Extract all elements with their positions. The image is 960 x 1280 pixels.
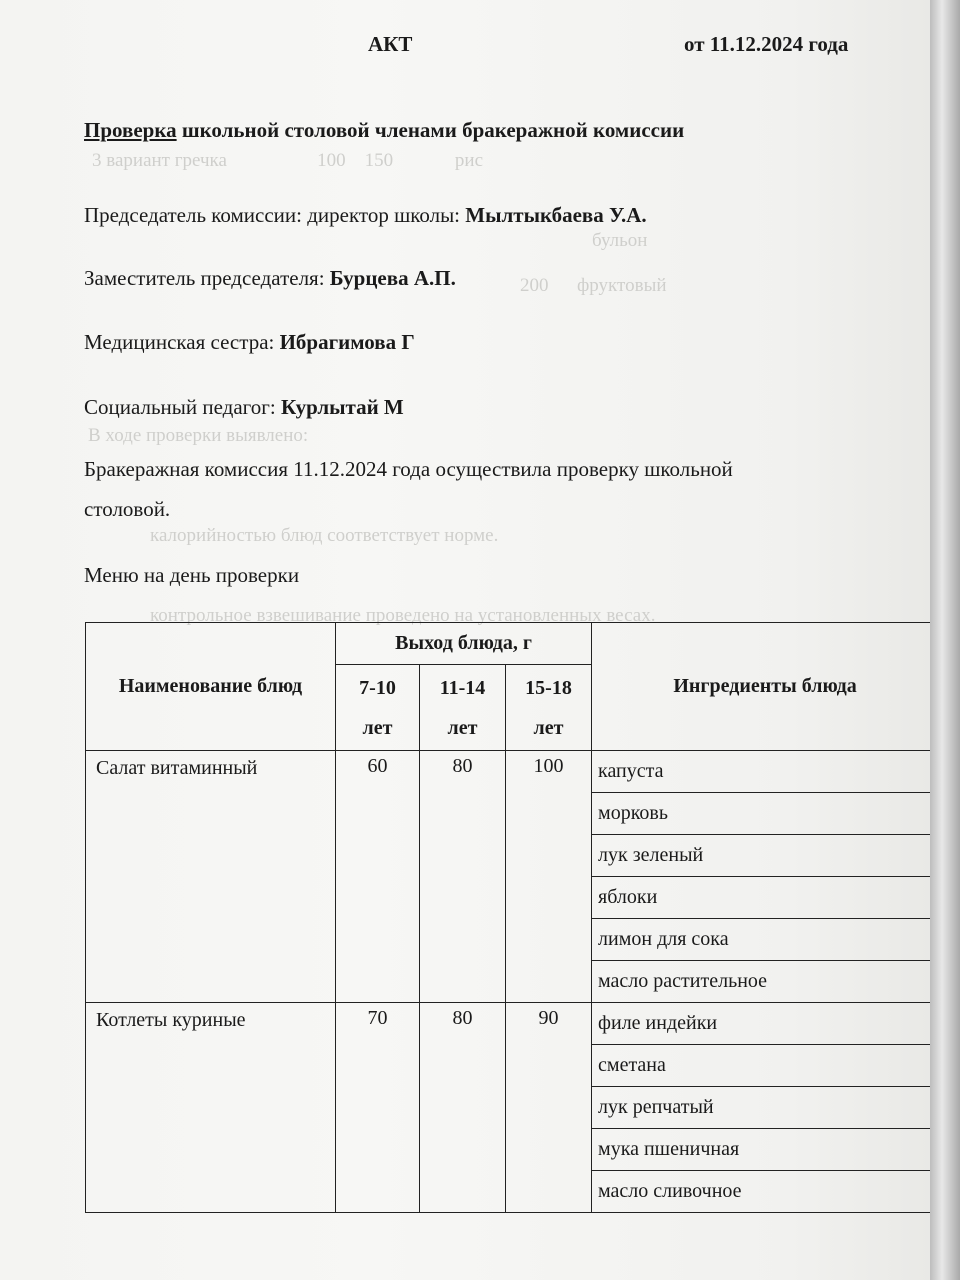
member-name: Ибрагимова Г [279, 330, 415, 354]
member-chairman [84, 203, 647, 228]
yield-11-14: 80 [420, 751, 506, 1003]
statement-line-2: столовой. [84, 497, 171, 521]
page-edge [930, 0, 960, 1280]
age-range: 15-18 [525, 676, 572, 699]
member-role: Социальный педагог: [84, 395, 281, 419]
ingredient-cell: яблоки [592, 877, 939, 919]
statement-line-1: Бракеражная комиссия 11.12.2024 года осуществила проверку школьной [84, 457, 733, 481]
yield-7-10: 70 [336, 1003, 420, 1213]
age-unit: лет [447, 716, 478, 739]
header-ingredients: Ингредиенты блюда [592, 623, 939, 751]
member-role: Заместитель председателя: [84, 266, 330, 290]
document-title: АКТ [368, 32, 413, 56]
menu-caption: Меню на день проверки [84, 563, 300, 587]
age-unit: лет [362, 716, 393, 739]
ingredient-cell: филе индейки [592, 1003, 939, 1045]
member-name: Бурцева А.П. [329, 266, 456, 290]
table-row [86, 1003, 939, 1045]
member-name: Курлытай М [280, 395, 404, 419]
header-age-11-14 [420, 665, 506, 751]
bleed-through-text: калорийностью блюд соответствует норме. [150, 525, 499, 546]
dish-name: Котлеты куриные [86, 1003, 336, 1213]
bleed-through-text: В ходе проверки выявлено: [88, 425, 309, 446]
ingredient-cell: лук зеленый [592, 835, 939, 877]
ingredient-cell: лук репчатый [592, 1087, 939, 1129]
document-date: от 11.12.2024 года [684, 32, 849, 56]
member-social-teacher [84, 395, 404, 420]
yield-7-10: 60 [336, 751, 420, 1003]
bleed-through-text: 200 фруктовый [520, 275, 667, 296]
yield-11-14: 80 [420, 1003, 506, 1213]
ingredient-cell: масло растительное [592, 961, 939, 1003]
ingredient-cell: мука пшеничная [592, 1129, 939, 1171]
header-yield: Выход блюда, г [336, 623, 592, 665]
subject-rest: школьной столовой членами бракеражной комиссии [176, 118, 685, 142]
member-role: Председатель комиссии: директор школы: [84, 203, 466, 227]
bleed-through-text: 3 вариант гречка 100 150 рис [92, 150, 484, 171]
header-age-15-18 [506, 665, 592, 751]
member-role: Медицинская сестра: [84, 330, 280, 354]
bleed-through-text: бульон [592, 230, 648, 251]
ingredient-cell: лимон для сока [592, 919, 939, 961]
age-unit: лет [533, 716, 564, 739]
ingredient-cell: сметана [592, 1045, 939, 1087]
age-range: 7-10 [359, 676, 396, 699]
subject-underlined-word: Проверка [84, 118, 177, 142]
member-name: Мылтыкбаева У.А. [465, 203, 647, 227]
yield-15-18: 100 [506, 751, 592, 1003]
header-dish-name: Наименование блюд [86, 623, 336, 751]
table-row [86, 751, 939, 793]
yield-15-18: 90 [506, 1003, 592, 1213]
ingredient-cell: масло сливочное [592, 1171, 939, 1213]
menu-table [85, 622, 939, 1213]
ingredient-cell: капуста [592, 751, 939, 793]
dish-name: Салат витаминный [86, 751, 336, 1003]
age-range: 11-14 [439, 676, 486, 699]
bleed-through-text: контрольное взвешивание проведено на установленных весах. [150, 605, 656, 626]
header-age-7-10 [336, 665, 420, 751]
document-subject [84, 118, 684, 143]
member-deputy [84, 266, 456, 291]
member-nurse [84, 330, 415, 355]
ingredient-cell: морковь [592, 793, 939, 835]
